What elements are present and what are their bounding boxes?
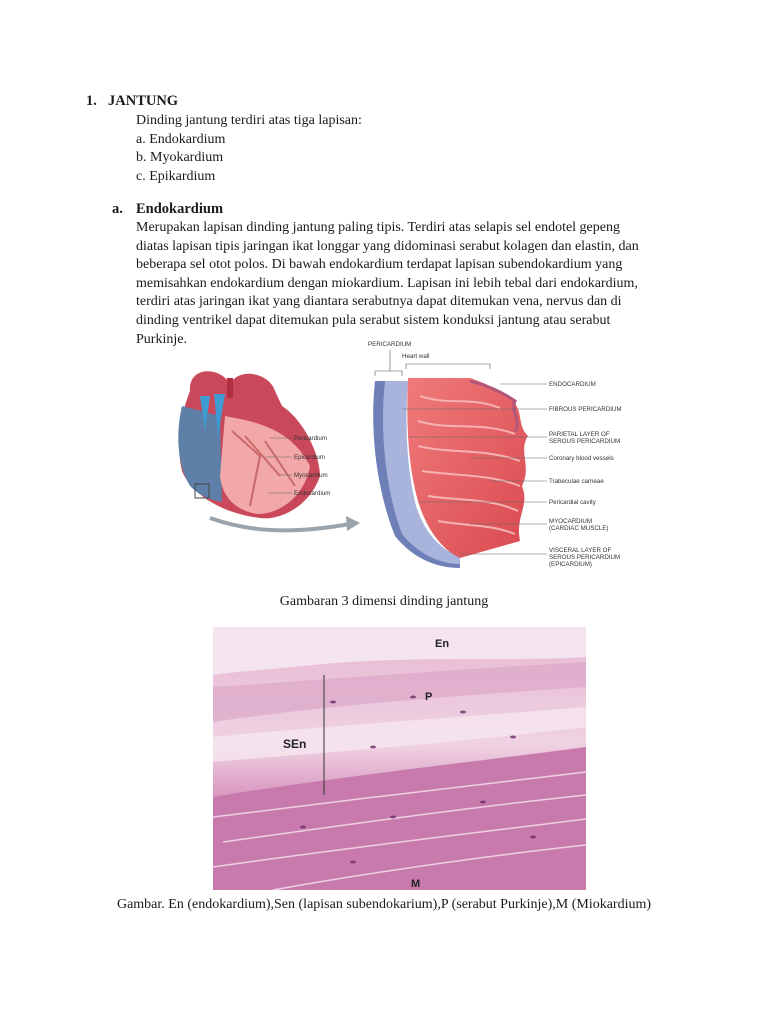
figure2-caption: Gambar. En (endokardium),Sen (lapisan subendokarium),P (serabut Purkinje),M (Miokardium) [116, 897, 652, 912]
subsection-number: a. [112, 201, 123, 217]
paragraph-line: terdiri atas jaringan ikat yang diantara serabutnya dapat ditemukan vena, nervus dan di [136, 294, 622, 310]
label-coronary-vessels: Coronary blood vessels [549, 455, 614, 462]
heart-wall-illustration [170, 336, 640, 586]
layer-item-c: c. Epikardium [136, 168, 216, 184]
label-sen: SEn [283, 737, 307, 751]
layer-item-b: b. Myokardium [136, 150, 224, 165]
intro-block [136, 112, 362, 186]
zoom-arrow-head [346, 516, 360, 531]
paragraph-line: memisahkan endokardium dengan miokardium. Lapisan ini lebih tebal dari endokardium, [136, 275, 638, 291]
label-en: En [435, 638, 450, 650]
paragraph-line: Merupakan lapisan dinding jantung paling tipis. Terdiri atas selapis sel endotel gepeng [136, 220, 620, 235]
subsection-title: Endokardium [136, 201, 224, 217]
top-brackets [375, 350, 490, 376]
label-pericardium-top: PERICARDIUM [368, 341, 412, 348]
section-heading [86, 93, 178, 110]
histology-micrograph [213, 627, 586, 890]
wall-section-drawing [373, 378, 528, 568]
heart-label-myocardium: Myocardium [294, 472, 328, 479]
heart-label-epicardium: Epicardium [294, 454, 325, 461]
label-heart-wall: Heart wall [402, 353, 430, 360]
endokardium-paragraph [136, 219, 684, 349]
paragraph-line: diatas lapisan tipis jaringan ikat longgar yang didominasi serabut kolagen dan elastin, dan [136, 238, 639, 254]
label-m: M [411, 878, 421, 890]
subsection-heading [112, 201, 223, 218]
heart-label-endocardium: Endocardium [294, 490, 331, 497]
paragraph-line: dinding ventrikel dapat ditemukan pula serabut sistem konduksi jantung atau serabut [136, 312, 611, 328]
intro-text: Dinding jantung terdiri atas tiga lapisan: [136, 113, 362, 128]
label-fibrous-pericardium: FIBROUS PERICARDIUM [549, 406, 622, 413]
label-parietal-layer: PARIETAL LAYER OF SEROUS PERICARDIUM [549, 431, 621, 445]
layer-item-a: a. Endokardium [136, 131, 226, 147]
label-trabeculae: Trabeculae carneae [549, 478, 604, 485]
label-visceral-layer: VISCERAL LAYER OF SEROUS PERICARDIUM (EPICARDIUM) [549, 547, 621, 568]
label-endocardium: ENDOCARDIUM [549, 381, 596, 388]
heart-label-pericardium: Pericardium [294, 435, 328, 442]
figure1-caption: Gambaran 3 dimensi dinding jantung [279, 594, 489, 609]
paragraph-line: Purkinje. [136, 331, 187, 347]
section-title: JANTUNG [108, 93, 179, 109]
paragraph-line: beberapa sel otot polos. Di bawah endokardium terdapat lapisan subendokardium yang [136, 257, 623, 273]
label-myocardium: MYOCARDIUM (CARDIAC MUSCLE) [549, 518, 609, 532]
label-pericardial-cavity: Pericardial cavity [549, 499, 596, 506]
label-p: P [425, 691, 433, 703]
section-number: 1. [86, 93, 97, 109]
zoom-arrow [210, 518, 350, 530]
